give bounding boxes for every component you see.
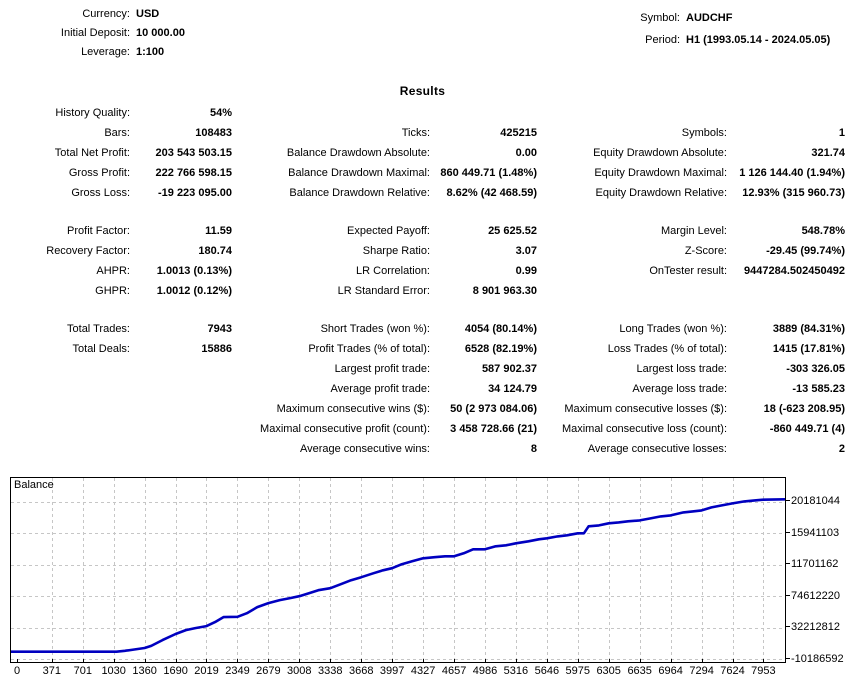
info-value: 1:100 <box>136 46 165 58</box>
balance-chart <box>10 477 786 663</box>
stat-value: 1.0013 (0.13%) <box>156 265 232 277</box>
stat-section <box>0 103 845 203</box>
y-tick-mark <box>786 595 790 596</box>
stat-value: 6528 (82.19%) <box>464 343 537 355</box>
account-info <box>0 5 185 62</box>
x-axis-label: 4657 <box>441 665 467 677</box>
info-label: Leverage: <box>81 46 130 58</box>
stat-value: -29.45 (99.74%) <box>766 245 845 257</box>
info-label: Currency: <box>82 8 130 20</box>
stat-label: Loss Trades (% of total): <box>607 343 727 355</box>
stat-label: Average consecutive losses: <box>587 443 727 455</box>
y-tick-mark <box>786 563 790 564</box>
x-axis-label: 3668 <box>349 665 374 677</box>
x-axis-label: 3997 <box>379 665 405 677</box>
stat-value: 8.62% (42 468.59) <box>446 187 537 199</box>
stat-label: Total Trades: <box>67 323 130 335</box>
y-tick-mark <box>786 500 790 501</box>
x-axis-label: 5975 <box>565 665 591 677</box>
stat-value: 1.0012 (0.12%) <box>156 285 232 297</box>
info-value: 10 000.00 <box>136 27 185 39</box>
stat-label: OnTester result: <box>649 265 727 277</box>
stat-row <box>0 399 845 419</box>
info-value: USD <box>136 8 160 20</box>
stat-value: 180.74 <box>198 245 232 257</box>
y-axis-label-text: 74612220 <box>791 589 840 602</box>
stat-row <box>0 183 845 203</box>
stat-label: History Quality: <box>55 107 130 119</box>
symbol-info <box>600 7 830 51</box>
stat-row <box>0 379 845 399</box>
stat-value: -13 585.23 <box>792 383 845 395</box>
stat-value: -860 449.71 (4) <box>769 423 845 435</box>
stat-label: LR Standard Error: <box>337 285 430 297</box>
stat-section <box>0 221 845 301</box>
stat-value: 15886 <box>201 343 232 355</box>
stat-label: Balance Drawdown Maximal: <box>288 167 430 179</box>
x-axis-label: 6964 <box>658 665 683 677</box>
stat-value: 9447284.502450492 <box>744 265 845 277</box>
stat-label: Equity Drawdown Maximal: <box>594 167 727 179</box>
stat-label: Bars: <box>104 127 130 139</box>
stat-label: Balance Drawdown Absolute: <box>286 147 430 159</box>
chart-y-axis <box>786 478 862 665</box>
x-axis-label: 371 <box>42 665 61 677</box>
y-axis-label <box>786 496 840 507</box>
stat-row <box>0 163 845 183</box>
stat-label: Largest loss trade: <box>636 363 727 375</box>
balance-curve-plot <box>11 478 785 662</box>
stat-label: Balance Drawdown Relative: <box>289 187 430 199</box>
stat-label: Expected Payoff: <box>347 225 430 237</box>
stat-label: Profit Factor: <box>67 225 130 237</box>
y-tick-mark <box>786 626 790 627</box>
stat-label: Maximum consecutive wins ($): <box>276 403 430 415</box>
stat-label: Total Deals: <box>72 343 130 355</box>
stat-label: Profit Trades (% of total): <box>308 343 430 355</box>
stat-value: 8 901 963.30 <box>472 285 537 297</box>
stat-row <box>0 339 845 359</box>
results-title: Results <box>399 84 446 98</box>
x-axis-label: 7953 <box>751 665 776 677</box>
info-value: H1 (1993.05.14 - 2024.05.05) <box>686 34 831 46</box>
stat-row <box>0 103 845 123</box>
x-axis-label: 1030 <box>101 665 126 677</box>
x-axis-label: 4327 <box>410 665 436 677</box>
stat-row <box>0 359 845 379</box>
stat-value: 34 124.79 <box>488 383 537 395</box>
stat-row <box>0 419 845 439</box>
y-axis-label-text: -10186592 <box>791 652 844 665</box>
stat-row <box>0 143 845 163</box>
stat-label: Gross Loss: <box>71 187 130 199</box>
x-axis-label: 5646 <box>534 665 560 677</box>
x-axis-label: 3338 <box>318 665 343 677</box>
stat-value: 222 766 598.15 <box>155 167 232 179</box>
x-axis-label: 3008 <box>287 665 312 677</box>
stat-row <box>0 221 845 241</box>
stat-label: Maximal consecutive loss (count): <box>561 423 727 435</box>
x-axis-label: 1690 <box>163 665 188 677</box>
y-axis-label <box>786 654 844 665</box>
stat-value: -303 326.05 <box>786 363 845 375</box>
stat-value: 587 902.37 <box>481 363 537 375</box>
stat-label: Equity Drawdown Relative: <box>595 187 727 199</box>
stat-label: Z-Score: <box>684 245 727 257</box>
stat-value: 3889 (84.31%) <box>772 323 845 335</box>
stat-label: Short Trades (won %): <box>320 323 430 335</box>
stat-value: 3.07 <box>515 245 537 257</box>
x-axis-label: 1360 <box>132 665 157 677</box>
x-axis-label: 6635 <box>627 665 652 677</box>
stat-value: 2 <box>838 443 845 455</box>
stat-value: 3 458 728.66 (21) <box>450 423 537 435</box>
stat-label: Margin Level: <box>660 225 727 237</box>
stat-value: 1 <box>838 127 845 139</box>
stat-label: Largest profit trade: <box>334 363 430 375</box>
x-axis-label: 2679 <box>256 665 281 677</box>
stat-label: Sharpe Ratio: <box>362 245 430 257</box>
y-axis-label <box>786 528 839 539</box>
y-axis-label <box>786 622 840 633</box>
stat-label: Gross Profit: <box>68 167 130 179</box>
x-axis-label: 5316 <box>503 665 529 677</box>
x-axis-label: 2019 <box>194 665 219 677</box>
stat-label: Maximal consecutive profit (count): <box>260 423 430 435</box>
x-axis-label: 2349 <box>225 665 250 677</box>
stat-label: LR Correlation: <box>356 265 430 277</box>
info-row <box>600 7 830 29</box>
y-axis-label-text: 20181044 <box>791 495 840 508</box>
stat-value: 860 449.71 (1.48%) <box>440 167 537 179</box>
y-axis-label-text: 32212812 <box>791 621 840 634</box>
info-row <box>0 5 185 24</box>
stat-label: Average consecutive wins: <box>299 443 430 455</box>
stat-row <box>0 281 845 301</box>
chart-legend-balance: Balance <box>14 479 54 491</box>
results-table <box>0 103 845 459</box>
stat-value: 425215 <box>500 127 537 139</box>
stat-row <box>0 241 845 261</box>
stat-value: 50 (2 973 084.06) <box>450 403 537 415</box>
y-axis-label <box>786 559 838 570</box>
x-axis-label: 4986 <box>472 665 498 677</box>
stat-value: 54% <box>209 107 232 119</box>
x-axis-label: 0 <box>13 665 21 677</box>
stat-label: Symbols: <box>681 127 727 139</box>
stat-label: Total Net Profit: <box>54 147 130 159</box>
stat-label: Long Trades (won %): <box>619 323 727 335</box>
info-value: AUDCHF <box>686 12 733 24</box>
y-axis-label <box>786 591 840 602</box>
stat-label: GHPR: <box>95 285 130 297</box>
stat-label: Average loss trade: <box>632 383 727 395</box>
stat-value: 548.78% <box>801 225 845 237</box>
stat-value: 12.93% (315 960.73) <box>742 187 845 199</box>
stat-value: 8 <box>530 443 537 455</box>
info-row <box>600 29 830 51</box>
stat-value: 203 543 503.15 <box>155 147 232 159</box>
stat-row <box>0 123 845 143</box>
stat-row <box>0 319 845 339</box>
stat-label: Maximum consecutive losses ($): <box>564 403 727 415</box>
info-row <box>0 24 185 43</box>
stat-value: 4054 (80.14%) <box>464 323 537 335</box>
stat-section <box>0 319 845 459</box>
x-axis-label: 6305 <box>596 665 621 677</box>
stat-value: 18 (-623 208.95) <box>763 403 845 415</box>
y-axis-label-text: 15941103 <box>791 526 840 539</box>
stat-value: 0.00 <box>515 147 537 159</box>
x-axis-label: 701 <box>73 665 92 677</box>
stat-value: 7943 <box>207 323 232 335</box>
stat-value: 0.99 <box>515 265 537 277</box>
stat-value: 321.74 <box>811 147 845 159</box>
y-tick-mark <box>786 658 790 659</box>
info-row <box>0 43 185 62</box>
stat-label: Ticks: <box>401 127 430 139</box>
stat-value: 1415 (17.81%) <box>772 343 845 355</box>
info-label: Initial Deposit: <box>60 27 130 39</box>
stat-value: 108483 <box>195 127 232 139</box>
x-axis-label: 7294 <box>689 665 714 677</box>
stat-value: 1 126 144.40 (1.94%) <box>739 167 845 179</box>
info-label: Symbol: <box>640 12 680 24</box>
y-axis-label-text: 11701162 <box>791 558 839 571</box>
stat-label: Equity Drawdown Absolute: <box>593 147 727 159</box>
stat-label: Recovery Factor: <box>46 245 130 257</box>
stat-row <box>0 261 845 281</box>
y-tick-mark <box>786 532 790 533</box>
stat-label: Average profit trade: <box>330 383 430 395</box>
stat-row <box>0 439 845 459</box>
stat-value: 11.59 <box>205 225 232 237</box>
x-axis-label: 7624 <box>720 665 745 677</box>
stat-value: 25 625.52 <box>488 225 537 237</box>
stat-value: -19 223 095.00 <box>157 187 232 199</box>
stat-label: AHPR: <box>96 265 130 277</box>
info-label: Period: <box>645 34 680 46</box>
chart-x-axis <box>11 665 811 679</box>
